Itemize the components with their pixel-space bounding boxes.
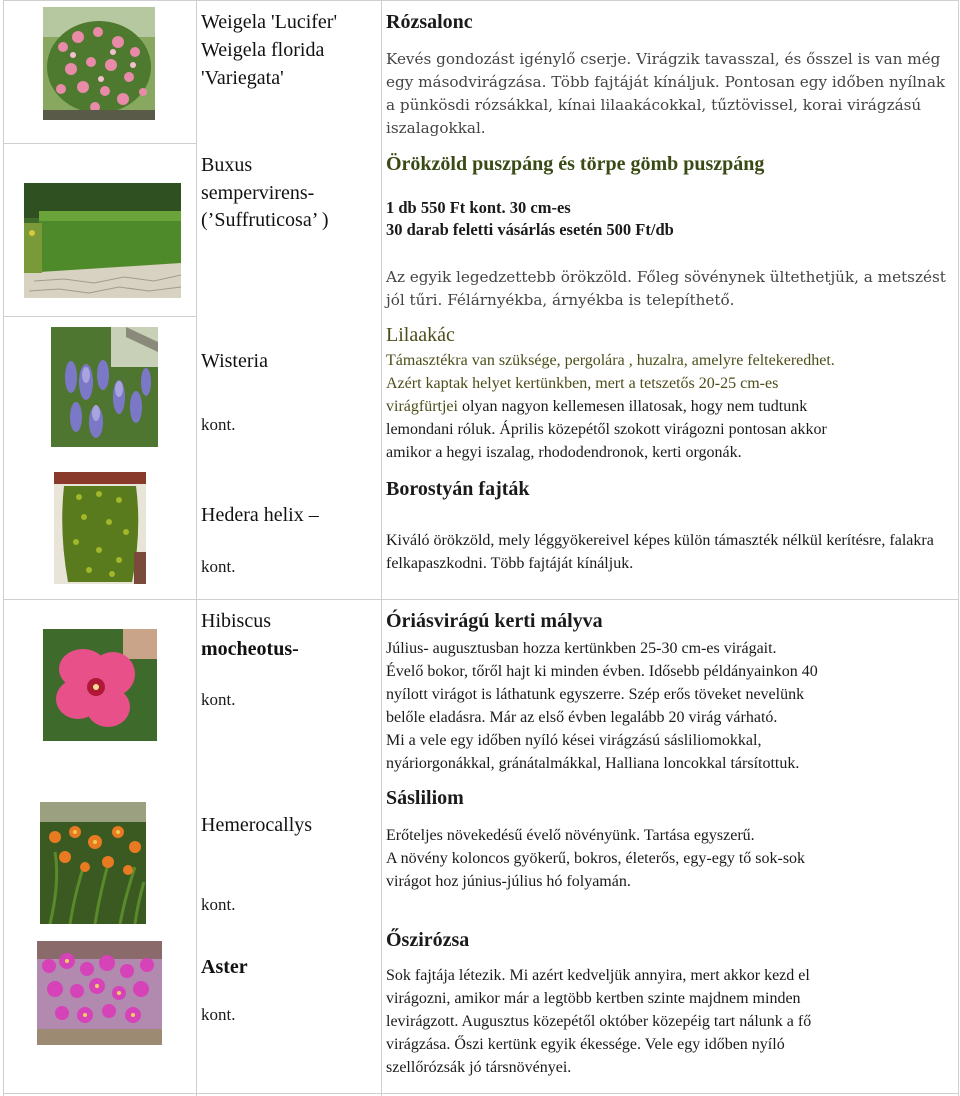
description-line: szellőrózsák jó társnövényei. — [386, 1059, 572, 1076]
plant-name-line: Hibiscus — [201, 610, 271, 632]
kont-label: kont. — [201, 415, 236, 434]
buxus-hedge-photo — [24, 183, 181, 298]
description-line: Évelő bokor, tőről hajt ki minden évben. Idősebb példányainkon 40 — [386, 663, 818, 680]
description-fragment: olyan nagyon kellemesen illatosak, hogy nem tudtunk — [457, 398, 808, 415]
plant-title: Borostyán fajták — [386, 478, 530, 500]
kont-label: kont. — [201, 557, 236, 576]
table-border-top — [3, 0, 959, 1]
kont-label: kont. — [201, 1005, 236, 1024]
plant-title: Sásliliom — [386, 787, 464, 809]
plant-description: Kiváló örökzöld, mely léggyökereivel képes külön támaszték nélkül kerítésre, falakra felkapaszkodni. Több fajtáját kínáljuk. — [386, 532, 934, 572]
description-line: lemondani róluk. Április közepétől szokott virágozni pontosan akkor — [386, 421, 827, 438]
description-line: Július- augusztusban hozza kertünkben 25-30 cm-es virágait. — [386, 640, 777, 657]
price-line: 30 darab feletti vásárlás esetén 500 Ft/db — [386, 220, 674, 239]
plant-description: Kevés gondozást igénylő cserje. Virágzik tavasszal, és ősszel is van még egy másodvirágzása. Több fajtáját kínáljuk. Pontosan egy időben nyílnak a pünkösdi rózsákkal, kínai lilaakácokkal, tűztövissel, korai virágzású iszalagokkal. — [386, 50, 946, 137]
plant-title: Őszirózsa — [386, 929, 470, 951]
description-line — [386, 395, 952, 418]
aster-photo — [37, 941, 162, 1045]
plant-name: Hedera helix – — [201, 504, 319, 526]
plant-title: Örökzöld puszpáng és törpe gömb puszpáng — [386, 153, 765, 175]
table-divider-col1 — [196, 0, 197, 1096]
plant-name: Wisteria — [201, 350, 268, 372]
description-line: A növény koloncos gyökerű, bokros, életerős, egy-egy tő sok-sok — [386, 850, 806, 867]
plant-name-line: mocheotus- — [201, 638, 299, 660]
description-line: belőle eladásra. Már az első évben legalább 20 virág várható. — [386, 709, 778, 726]
hedera-photo — [54, 472, 146, 584]
description-line: Mi a vele egy időben nyíló kései virágzású sásliliomokkal, — [386, 732, 762, 749]
plant-name-line: Weigela florida — [201, 39, 325, 61]
plant-description: Az egyik legedzettebb örökzöld. Főleg sövénynek ültethetjük, a metszést jól tűri. Félárnyékba, árnyékba is telepíthető. — [386, 268, 946, 309]
description-line: Sok fajtája létezik. Mi azért kedveljük annyira, mert akkor kezd el — [386, 967, 810, 984]
description-line: virágzása. Őszi kertünk egyik ékessége. Vele egy időben nyíló — [386, 1036, 785, 1053]
plant-name-line: sempervirens- — [201, 182, 315, 204]
price-line: 1 db 550 Ft kont. 30 cm-es — [386, 198, 571, 217]
table-border-right — [958, 0, 959, 1096]
description-line: levirágzott. Augusztus közepétől október közepéig tart nálunk a fő — [386, 1013, 812, 1030]
table-border-bottom — [3, 1093, 959, 1094]
weigela-photo — [43, 7, 155, 120]
plant-title: Óriásvirágú kerti mályva — [386, 610, 603, 632]
hibiscus-photo — [43, 629, 157, 741]
description-fragment: virágfürtjei — [386, 398, 458, 415]
plant-name-line: Weigela 'Lucifer' — [201, 11, 338, 33]
description-line: nyílott virágot is láthatunk egyszerre. Szép erős töveket nevelünk — [386, 686, 805, 703]
plant-name-line: 'Variegata' — [201, 67, 284, 89]
kont-label: kont. — [201, 690, 236, 709]
wisteria-photo — [51, 327, 158, 447]
row-divider — [3, 143, 196, 144]
kont-label: kont. — [201, 895, 236, 914]
description-line: nyáriorgonákkal, gránátalmákkal, Halliana loncokkal társítottuk. — [386, 755, 800, 772]
table-border-left — [3, 0, 4, 1096]
description-line: virágozni, amikor már a legtöbb kertben szinte majdnem minden — [386, 990, 801, 1007]
plant-name-line: Buxus — [201, 154, 253, 176]
plant-title: Lilaakác — [386, 324, 455, 346]
description-line: Azért kaptak helyet kertünkben, mert a tetszetős 20-25 cm-es — [386, 375, 779, 392]
description-line: virágot hoz június-július hó folyamán. — [386, 873, 631, 890]
description-line: Erőteljes növekedésű évelő növényünk. Tartása egyszerű. — [386, 827, 755, 844]
table-divider-col2 — [381, 0, 382, 1096]
plant-name-line: (’Suffruticosa’ ) — [201, 209, 329, 231]
description-line: Támasztékra van szüksége, pergolára , huzalra, amelyre feltekeredhet. — [386, 352, 835, 369]
description-line: amikor a hegyi iszalag, rhododendronok, kerti orgonák. — [386, 444, 742, 461]
plant-name: Aster — [201, 956, 248, 978]
row-divider — [3, 599, 959, 600]
daylily-photo — [40, 802, 146, 924]
row-divider — [3, 316, 196, 317]
plant-name: Hemerocallys — [201, 814, 313, 836]
plant-title: Rózsalonc — [386, 11, 473, 33]
